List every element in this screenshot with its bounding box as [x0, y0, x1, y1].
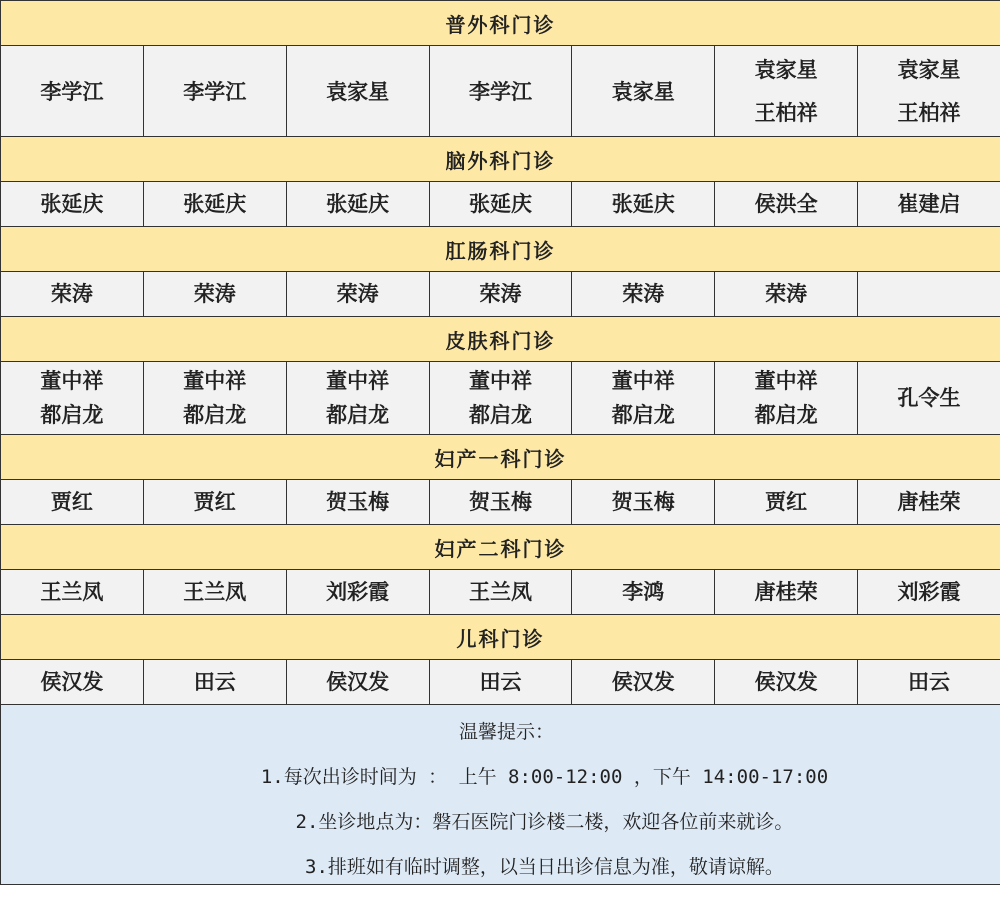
- doctor-cell: [429, 182, 572, 227]
- doctor-cell: [1, 46, 144, 137]
- doctor-name: 刘彩霞: [897, 579, 961, 604]
- doctor-name: 董中祥: [40, 368, 104, 393]
- doctor-cell: [858, 182, 1000, 227]
- doctor-name: 张延庆: [468, 191, 532, 216]
- department-header-row: [1, 435, 1000, 480]
- doctor-name: 崔建启: [897, 191, 961, 216]
- doctor-cell: [1, 570, 144, 615]
- doctor-cell: [286, 362, 429, 435]
- department-name: 皮肤科门诊: [1, 317, 1000, 362]
- doctor-name: 贾红: [765, 489, 808, 514]
- doctor-name: 袁家星: [897, 57, 961, 82]
- doctor-name: 侯汉发: [611, 669, 675, 694]
- doctor-cell: [1, 272, 144, 317]
- doctor-name: 荣涛: [50, 281, 93, 306]
- doctor-name: 贾红: [50, 489, 93, 514]
- doctor-name: 都启龙: [183, 402, 247, 427]
- department-name: 妇产二科门诊: [1, 525, 1000, 570]
- doctor-cell: [143, 362, 286, 435]
- department-header-row: [1, 137, 1000, 182]
- doctor-cell: [572, 182, 715, 227]
- doctor-cell: [143, 660, 286, 705]
- doctor-cell: [429, 570, 572, 615]
- department-name: 脑外科门诊: [1, 137, 1000, 182]
- doctor-cell: [858, 480, 1000, 525]
- doctor-name: 袁家星: [754, 57, 818, 82]
- doctor-name: 都启龙: [326, 402, 390, 427]
- doctor-name: 唐桂荣: [754, 579, 818, 604]
- doctor-cell: [286, 46, 429, 137]
- doctor-cell: [143, 480, 286, 525]
- department-header-row: [1, 317, 1000, 362]
- doctor-name: 侯汉发: [326, 669, 390, 694]
- doctor-name: 张延庆: [40, 191, 104, 216]
- doctor-name: 董中祥: [468, 368, 532, 393]
- doctor-name: 侯洪全: [754, 191, 818, 216]
- doctor-cell: [715, 272, 858, 317]
- doctor-name: 王柏祥: [897, 100, 961, 125]
- doctor-name: 李学江: [468, 78, 532, 104]
- doctor-cell: [429, 46, 572, 137]
- doctor-cell: [429, 272, 572, 317]
- doctor-cell: [286, 272, 429, 317]
- doctor-cell: [286, 660, 429, 705]
- doctor-cell: [858, 570, 1000, 615]
- doctor-cell: [1, 480, 144, 525]
- notice-panel: [1, 705, 1000, 885]
- doctor-cell: [572, 46, 715, 137]
- doctor-cell: [858, 272, 1000, 317]
- doctor-cell: [572, 660, 715, 705]
- doctor-name: 张延庆: [326, 191, 390, 216]
- doctor-cell: [572, 362, 715, 435]
- doctor-name: 贺玉梅: [611, 489, 675, 514]
- doctor-cell: [715, 660, 858, 705]
- doctor-cell: [286, 480, 429, 525]
- doctor-name: 王兰凤: [468, 579, 532, 604]
- doctor-row: [1, 570, 1000, 615]
- doctor-cell: [858, 46, 1000, 137]
- doctor-name: 袁家星: [326, 78, 390, 104]
- doctor-cell: [572, 272, 715, 317]
- doctor-name: 都启龙: [754, 402, 818, 427]
- doctor-cell: [858, 660, 1000, 705]
- doctor-name: 李学江: [183, 78, 247, 104]
- doctor-name: 荣涛: [193, 281, 236, 306]
- doctor-cell: [572, 480, 715, 525]
- notice-item: 1.每次出诊时间为 ： 上午 8:00-12:00 ，下午 14:00-17:00: [260, 766, 829, 788]
- department-header-row: [1, 615, 1000, 660]
- doctor-cell: [429, 362, 572, 435]
- doctor-cell: [286, 182, 429, 227]
- doctor-name: 李鸿: [622, 579, 665, 604]
- doctor-cell: [715, 570, 858, 615]
- doctor-name: 田云: [479, 669, 522, 694]
- doctor-cell: [715, 362, 858, 435]
- doctor-name: 田云: [193, 669, 236, 694]
- department-name: 普外科门诊: [1, 1, 1000, 46]
- doctor-name: 都启龙: [468, 402, 532, 427]
- doctor-row: [1, 46, 1000, 137]
- doctor-name: 贺玉梅: [326, 489, 390, 514]
- doctor-name: 荣涛: [479, 281, 522, 306]
- doctor-cell: [715, 480, 858, 525]
- notice-item: 3.排班如有临时调整，以当日出诊信息为准，敬请谅解。: [305, 856, 784, 878]
- doctor-name: 张延庆: [611, 191, 675, 216]
- department-name: 妇产一科门诊: [1, 435, 1000, 480]
- doctor-cell: [572, 570, 715, 615]
- doctor-name: 荣涛: [765, 281, 808, 306]
- doctor-cell: [143, 46, 286, 137]
- department-header-row: [1, 525, 1000, 570]
- notice-item: 2.坐诊地点为：磐石医院门诊楼二楼，欢迎各位前来就诊。: [295, 811, 794, 833]
- department-header-row: [1, 227, 1000, 272]
- doctor-cell: [429, 660, 572, 705]
- doctor-name: 侯汉发: [754, 669, 818, 694]
- doctor-cell: [143, 272, 286, 317]
- department-name: 儿科门诊: [1, 615, 1000, 660]
- doctor-name: 田云: [908, 669, 951, 694]
- doctor-cell: [143, 570, 286, 615]
- doctor-name: 荣涛: [336, 281, 379, 306]
- doctor-row: [1, 272, 1000, 317]
- doctor-cell: [143, 182, 286, 227]
- doctor-name: 贾红: [193, 489, 236, 514]
- notice-title: 温馨提示：: [458, 721, 554, 743]
- doctor-name: 侯汉发: [40, 669, 104, 694]
- doctor-cell: [286, 570, 429, 615]
- notice-row: [1, 705, 1000, 885]
- doctor-name: 贺玉梅: [468, 489, 532, 514]
- doctor-name: 荣涛: [622, 281, 665, 306]
- doctor-row: [1, 182, 1000, 227]
- doctor-name: 王兰凤: [40, 579, 104, 604]
- doctor-name: 王兰凤: [183, 579, 247, 604]
- department-header-row: [1, 1, 1000, 46]
- doctor-cell: [1, 182, 144, 227]
- doctor-name: 张延庆: [183, 191, 247, 216]
- doctor-cell: [715, 182, 858, 227]
- doctor-name: 董中祥: [326, 368, 390, 393]
- schedule-body: [1, 1, 1000, 885]
- doctor-name: 唐桂荣: [897, 489, 961, 514]
- department-name: 肛肠科门诊: [1, 227, 1000, 272]
- doctor-name: 都启龙: [611, 402, 675, 427]
- doctor-row: [1, 660, 1000, 705]
- doctor-cell: [429, 480, 572, 525]
- doctor-cell: [715, 46, 858, 137]
- doctor-cell: [858, 362, 1000, 435]
- doctor-name: 董中祥: [183, 368, 247, 393]
- doctor-name: 都启龙: [40, 402, 104, 427]
- doctor-name: 袁家星: [611, 78, 675, 104]
- doctor-name: 董中祥: [754, 368, 818, 393]
- doctor-cell: [1, 660, 144, 705]
- doctor-name: 李学江: [40, 78, 104, 104]
- doctor-cell: [1, 362, 144, 435]
- doctor-name: 孔令生: [897, 385, 961, 410]
- doctor-name: 王柏祥: [754, 100, 818, 125]
- doctor-name: 董中祥: [611, 368, 675, 393]
- doctor-row: [1, 362, 1000, 435]
- doctor-row: [1, 480, 1000, 525]
- doctor-name: 刘彩霞: [326, 579, 390, 604]
